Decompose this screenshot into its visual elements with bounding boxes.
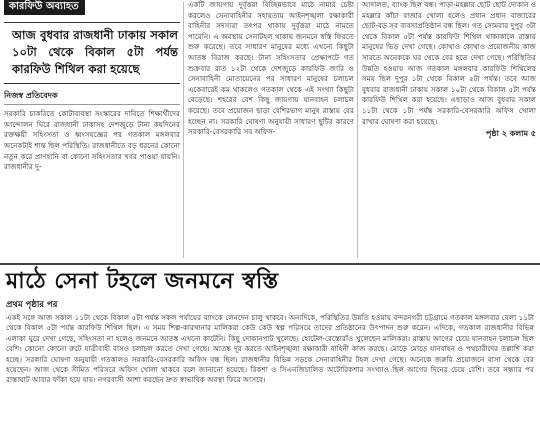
column-divider [357,2,358,258]
column-divider [183,2,184,258]
continued-label: প্রথম পৃষ্ঠার পর [6,300,58,310]
bottom-article [0,268,540,440]
column-body: একটি জায়গায় দুর্বৃত্তরা বিচ্ছিন্নভাবে মাঠে নামার চেষ্টা করলেও সেনাবাহিনীর সহায়তায় আইনশৃঙ্খলা রক্ষাকারী বাহিনীর সদস্যরা তৎপর থাকায় দুর্বৃত্তরা মাঠে নামতে পারেনি। এ অবস্থায় সেনাটহল থাকায় জনমনে স্বস্তি ফিরতে শুরু করেছে। তবে সাধারণ মানুষের মধ্যে এখনো কিছুটা আতঙ্ক বিরাজ করছে। টানা সহিংসতার প্রেক্ষাপটে গত শুক্রবার রাত ১২টা থেকে দেশজুড়ে কারফিউ জারি ও সেনাবাহিনী মোতায়েনের পর সাধারণ মানুষের চলাচল একেবারেই কম থাকলেও গতকাল থেকে এই সংখ্যা কিছুটা বেড়েছে। শহরের বেশ কিছু জায়গায় যানবাহন চলাচল করেছে। তবে প্রয়োজন ছাড়া বেশিরভাগ মানুষ রাস্তায় বের হচ্ছেন না। সরকারি ঘোষণা অনুযায়ী সাধারণ ছুটির কারণে সরকারি-বেসরকারি সব অফিস- [188,0,354,137]
bottom-headline: মাঠে সেনা টহলে জনমনে স্বস্তি [6,269,279,294]
byline: নিজস্ব প্রতিবেদক [4,91,180,106]
article-body: সরকারি চাকরিতে কোটাব্যবস্থা সংস্কারের দাবিতে শিক্ষার্থীদের আন্দোলন ঘিরে রাজধানী ঢাকাসহ দেশজুড়ে টানা কয়দিনের রক্তক্ষয়ী সহিংসতা ও ধ্বংসযজ্ঞের পর গতকাল মঙ্গলবার অনেকটাই শান্ত ছিল পরিস্থিতি। রাজধানীতে বড় ধরনের কোনো নতুন করে প্রাণহানি বা কোনো সহিংসতার খবর পাওয়া যায়নি। রাজধানীর দু- [4,109,180,172]
right-column [362,0,536,262]
column-body: আদালত, ব্যাংক ছিল বন্ধ। পাড়া-মহল্লার ছোট ছোট দোকান ও মহল্লার কাঁচা বাজার খোলা হলেও প্রধান প্রধান বাজারের ছোট-বড় সব ব্যবসাপ্রতিষ্ঠান বন্ধ ছিল। গত সোমবার দুপুর ৩টা থেকে বিকাল ৫টা পর্যন্ত কারফিউ শিথিল থাকাকালে রাস্তায় মানুষের ভিড় দেখা গেছে। কোথাও কোথাও প্রয়োজনীয় কাজ সারতে অনেককে ঘর থেকে বের হতে দেখা গেছে। পরিস্থিতির উন্নতি হওয়ায় আজ গতকাল মঙ্গলবার কারফিউ শিথিলের সময় ছিল দুপুর ১টা থেকে বিকাল ৫টা পর্যন্ত। তবে আজ বুধবার রাজধানী ঢাকায় সকাল ১০টা থেকে বিকাল ৫টা পর্যন্ত কারফিউ শিথিল করা হয়েছে। এছাড়াও আজ বুধবার সকাল ১১টা থেকে ১টা পর্যন্ত সরকারি-বেসরকারি অফিস খোলা রাখার ঘোষণা করা হয়েছে। [362,0,536,126]
continued-jump: পৃষ্ঠা ২ কলাম ৫ [485,129,536,139]
article-headline: আজ বুধবার রাজধানী ঢাকায় সকাল ১০টা থেকে বিকাল ৫টা পর্যন্ত কারফিউ শিথিল করা হয়েছে [4,22,180,84]
left-article [4,0,180,262]
bottom-body: একই সঙ্গে আজ সকাল ১১টা থেকে বিকাল ৫টা পর্যন্ত সকল পর্যায়ের ব্যাংকে লেনদেন চালু থাকবে। অন্যদিকে, পরিস্থিতির উন্নতি হওয়ায় বন্দরনগরী চট্টগ্রামে গতকাল মঙ্গলবার বেলা ১১টা থেকে বিকাল ৫টা পর্যন্ত কারফিউ শিথিল ছিল। এ সময় শিল্প-কারখানার মালিকরা কেউ কেউ স্বল্প পরিসরে তাদের প্রতিষ্ঠানের উৎপাদন শুরু করেন। এদিকে, গতকাল রাজধানীর বিভিন্ন এলাকা ঘুরে দেখা গেছে, সহিংসতা না হলেও জনমনে আতঙ্ক এখনো কাটেনি। কিছু দোকানপাট খুলেছে। হোটেল-রেস্তোরাঁও খুলেছেন মালিকরা। রাস্তায় আগের চেয়ে যানবাহন চলাচল ছিল বেশি। কোনো কোনো রুটে যাত্রীবাহী বাসও চলাচল করতে দেখা গেছে। আতঙ্ক দূর করতে আইনশৃঙ্খলা রক্ষাকারী বাহিনী কাজ করছে। মোড়ে মোড়ে যানবাহন ও পথচারীদের তল্লাশি করা হচ্ছে। সরকারি ঘোষণা অনুযায়ী গতকালও সরকারি-বেসরকারি অফিস বন্ধ ছিল। রাজধানীর বিভিন্ন সড়কে সেনাবাহিনীর টহল দেখা গেছে। অনেকে জরুরি প্রয়োজনে বাসা থেকে বের হয়েছেন। আজ থেকে সীমিত পরিসরে অফিস খোলা থাকবে বলে জানানো হয়েছে। রিকশা ও সিএনজিচালিত অটোরিকশার সংখ্যাও ছিল আগের দিনের চেয়ে বেশি। তবে সন্ধ্যার পর রাস্তাঘাট আবার ফাঁকা হয়ে যায়। নগরবাসী আশা করছেন দ্রুত স্বাভাবিক অবস্থা ফিরে আসবে। [6,313,534,385]
section-divider [0,263,540,265]
article-tag: কারফিউ অব্যাহত [4,0,85,15]
middle-column [188,0,354,262]
